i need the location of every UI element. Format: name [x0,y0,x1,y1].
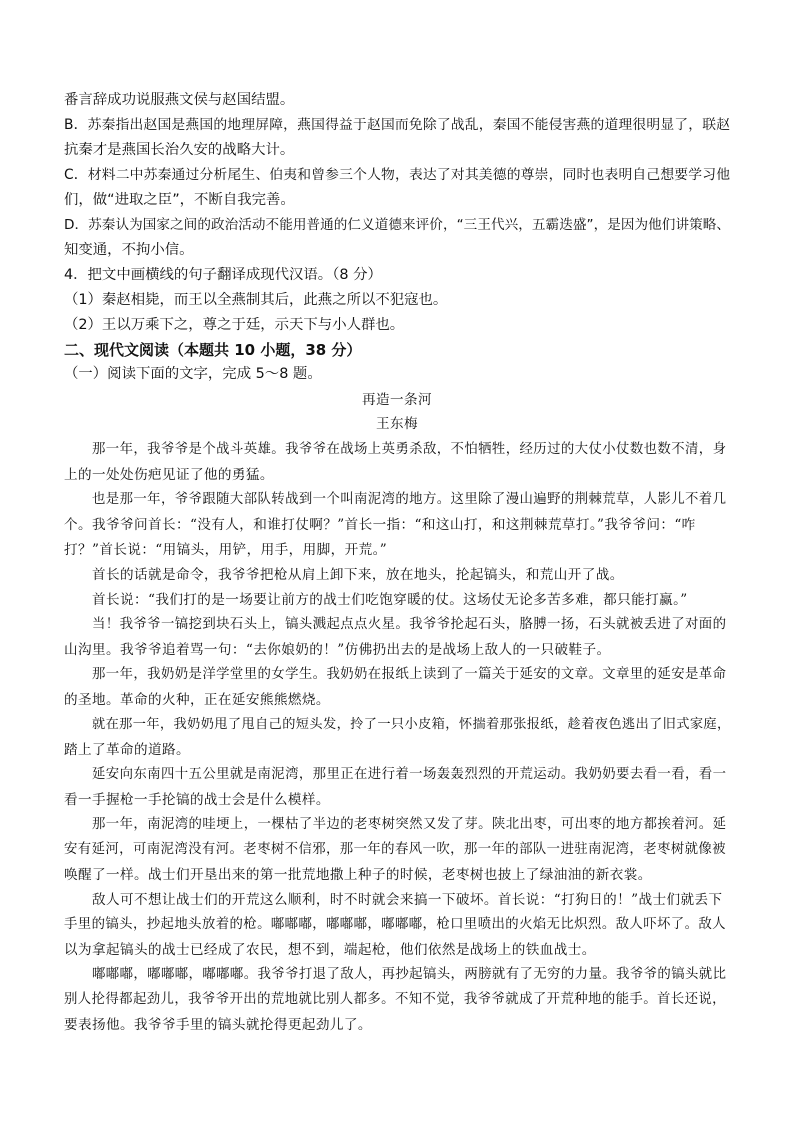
option-a-tail: 番言辞成功说服燕文侯与赵国结盟。 [64,92,295,108]
article-line: 嘟嘟嘟，嘟嘟嘟，嘟嘟嘟。我爷爷打退了敌人，再抄起镐头，两膀就有了无穷的力量。我爷爷的镐头就比 [92,967,727,982]
article-line: 安有延河，可南泥湾没有河。老枣树不信邪，那一年的春风一吹，那一年的部队一进驻南泥湾，老枣树就像被 [64,842,726,857]
article-line: 唤醒了一样。战士们开垦出来的第一批荒地撒上种子的时候，老枣树也披上了绿油油的新衣裳。 [64,867,652,883]
article-line: 以为拿起镐头的战士已经成了农民，想不到，端起枪，他们依然是战场上的铁血战士。 [64,942,596,958]
article-author: 王东梅 [376,416,418,432]
option-c-line-2: 们，做“进取之臣”，不断自我完善。 [64,192,295,208]
article-line: 个。我爷爷问首长：“没有人，和谁打仗啊？”首长一指：“和这山打，和这荆棘荒草打。”我爷爷问：“咋 [64,517,696,533]
question-4-sentence-1: （1）秦赵相毙，而王以全燕制其后，此燕之所以不犯寇也。 [64,292,448,308]
article-line: 要表扬他。我爷爷手里的镐头就抡得更起劲儿了。 [64,1017,372,1033]
article-line: 首长说：“我们打的是一场要让前方的战士们吃饱穿暖的仗。这场仗无论多苦多难，都只能打赢。” [92,592,688,608]
article-line: 上的一处处伤疤见证了他的勇猛。 [64,467,274,483]
option-b-line-2: 抗秦才是燕国长治久安的战略大计。 [64,142,295,158]
article-line: 看一手握枪一手抡镐的战士会是什么模样。 [64,792,330,808]
option-c-line-1: C．材料二中苏秦通过分析尾生、伯夷和曾参三个人物，表达了对其美德的尊崇，同时也表明自己想要学习他 [64,167,730,183]
article-line: 就在那一年，我奶奶甩了甩自己的短头发，拎了一只小皮箱，怀揣着那张报纸，趁着夜色逃出了旧式家庭， [92,717,731,732]
article-line: 踏上了革命的道路。 [64,742,190,758]
article-line: 延安向东南四十五公里就是南泥湾，那里正在进行着一场轰轰烈烈的开荒运动。我奶奶要去看一看，看一 [92,767,727,782]
article-line: 那一年，我爷爷是个战斗英雄。我爷爷在战场上英勇杀敌，不怕牺牲，经历过的大仗小仗数也数不清，身 [92,442,727,457]
article-line: 的圣地。革命的火种，正在延安熊熊燃烧。 [64,692,330,708]
option-d-line-1: D．苏秦认为国家之间的政治活动不能用普通的仁义道德来评价，“三王代兴，五霸迭盛”，是因为他们讲策略、 [64,217,730,233]
section-2-instruction: （一）阅读下面的文字，完成 5～8 题。 [64,366,322,382]
article-line: 敌人可不想让战士们的开荒这么顺利，时不时就会来搞一下破坏。首长说：“打狗日的！”战士们就丢下 [92,892,723,908]
article-line: 那一年，南泥湾的哇埂上，一棵枯了半边的老枣树突然又发了芽。陕北出枣，可出枣的地方都挨着河。延 [92,817,727,832]
option-b-line-1: B．苏秦指出赵国是燕国的地理屏障，燕国得益于赵国而免除了战乱，秦国不能侵害燕的道理很明显了，联赵 [64,117,730,133]
article-line: 当！我爷爷一镐挖到块石头上，镐头溅起点点火星。我爷爷抡起石头，胳膊一扬，石头就被丢进了对面的 [92,617,727,632]
article-line: 那一年，我奶奶是洋学堂里的女学生。我奶奶在报纸上读到了一篇关于延安的文章。文章里的延安是革命 [92,667,727,682]
article-line: 手里的镐头，抄起地头放着的枪。嘟嘟嘟，嘟嘟嘟，嘟嘟嘟，枪口里喷出的火焰无比炽烈。敌人吓坏了。敌人 [64,917,726,932]
question-4-sentence-2: （2）王以万乘下之，尊之于廷，示天下与小人群也。 [64,317,405,333]
article-line: 也是那一年，爷爷跟随大部队转战到一个叫南泥湾的地方。这里除了漫山遍野的荆棘荒草，人影儿不着几 [92,492,727,507]
article-line: 别人抡得都起劲儿，我爷爷开出的荒地就比别人都多。不知不觉，我爷爷就成了开荒种地的能手。首长还说， [64,992,726,1007]
article-title: 再造一条河 [362,392,432,408]
section-2-title: 二、现代文阅读（本题共 10 小题，38 分） [64,341,362,359]
option-d-line-2: 知变通，不拘小信。 [64,242,194,258]
question-4-title: 4．把文中画横线的句子翻译成现代汉语。（8 分） [64,267,382,283]
article-line: 打？”首长说：“用镐头，用铲，用手，用脚，开荒。” [64,542,388,558]
article-line: 首长的话就是命令，我爷爷把枪从肩上卸下来，放在地头，抡起镐头，和荒山开了战。 [92,567,624,583]
article-line: 山沟里。我爷爷追着骂一句：“去你娘奶的！”仿佛扔出去的是战场上敌人的一只破鞋子。 [64,642,611,658]
